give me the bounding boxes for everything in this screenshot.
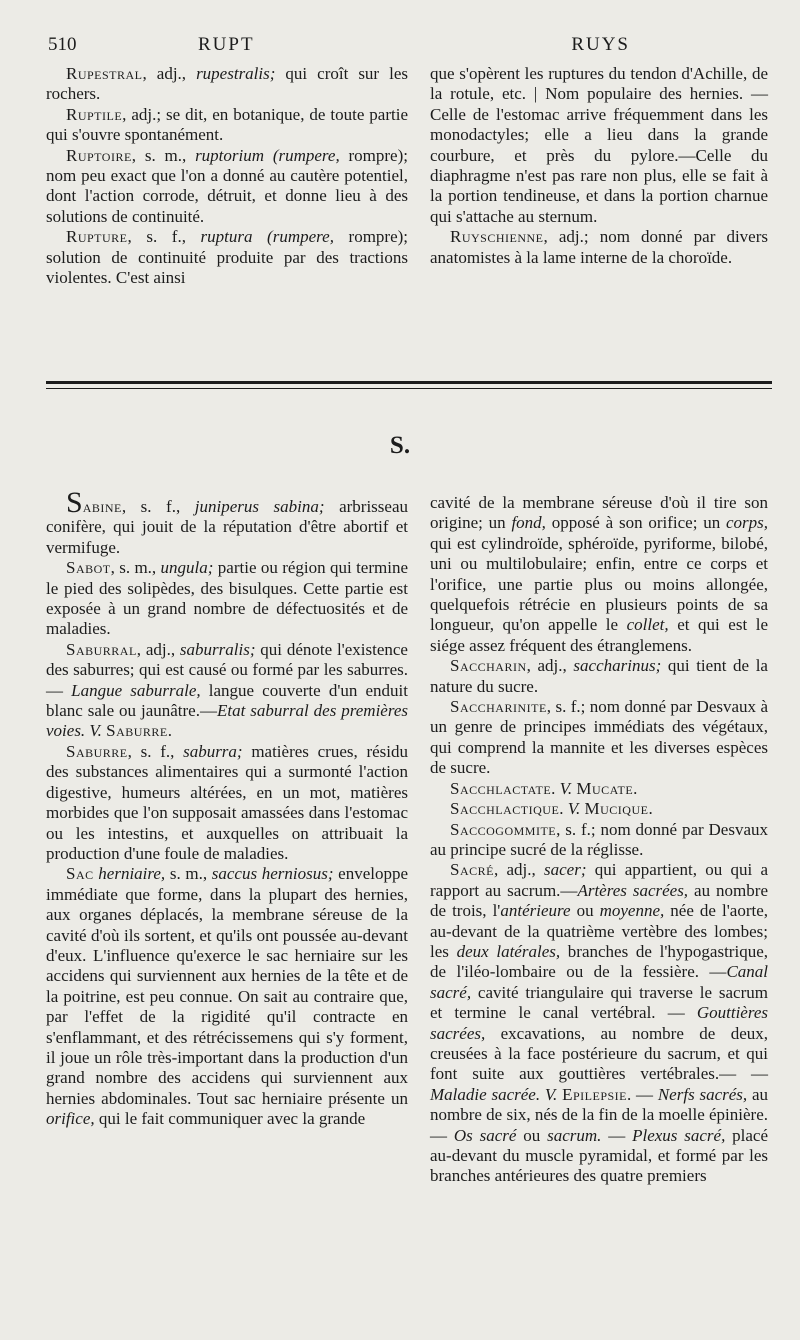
entry-text: qui croît sur les rochers. bbox=[46, 64, 408, 104]
italic-term: deux latérales, bbox=[456, 941, 561, 961]
italic-term: rupestralis; bbox=[196, 64, 276, 83]
entry-text: rompre); nom peu exact que l'on a donné au cautère potentiel, dont l'action corrode, détruit, et donne lieu à des solutions de continuité. bbox=[46, 145, 408, 226]
headword: Ruptile bbox=[66, 104, 123, 124]
section-divider-thin bbox=[46, 388, 772, 389]
entry-text: qui appartient, ou qui a rapport au sacrum.— bbox=[430, 860, 768, 900]
italic-term: corps, bbox=[725, 513, 768, 533]
entry-text: , adj.; nom donné par divers anatomistes à la lame interne de la choroïde. bbox=[430, 227, 768, 267]
italic-term: sacrum. bbox=[547, 1125, 602, 1145]
entry-text: , adj.; se dit, en botanique, de toute partie qui s'ouvre spontanément. bbox=[46, 104, 408, 145]
headword: abine bbox=[82, 497, 122, 516]
entry-text: , adj., bbox=[493, 860, 545, 880]
entry-continuation bbox=[430, 493, 768, 656]
entry-text: , s. m., bbox=[110, 558, 161, 578]
running-head bbox=[48, 34, 760, 60]
dictionary-entry bbox=[430, 799, 768, 819]
entry-text: . bbox=[167, 721, 173, 741]
italic-term: saccharinus; bbox=[573, 656, 662, 676]
entry-text: cavité de la membrane séreuse d'où il tire son origine; un bbox=[430, 493, 768, 533]
entry-text: , adj., bbox=[526, 656, 574, 676]
entry-text: , s. f., bbox=[127, 227, 201, 247]
headword: Mucate bbox=[576, 778, 634, 798]
headword: Saccharin bbox=[450, 656, 527, 676]
dictionary-entry bbox=[430, 227, 768, 268]
entry-text: qui le fait communiquer avec la grande bbox=[94, 1109, 366, 1129]
entry-text: matières crues, résidu des substances alimentaires qui a surmonté l'action digestive, humeurs altérées, en un mot, matières morbides que l'on supposait amassées dans l'estomac ou les intestins, et auxquelles on attribuait la production d'une foule de maladies. bbox=[46, 741, 408, 863]
headword: Sac bbox=[66, 864, 94, 884]
headword: Sacré bbox=[450, 860, 494, 880]
italic-term: Nerfs sacrés, bbox=[657, 1084, 748, 1104]
entry-text: ou bbox=[516, 1125, 548, 1145]
entry-text: . bbox=[551, 778, 560, 798]
entry-text: , s. f.; nom donné par Desvaux au principe sucré de la réglisse. bbox=[430, 819, 768, 859]
italic-term: herniaire, bbox=[98, 864, 166, 884]
dictionary-entry bbox=[430, 860, 768, 1187]
headword: Ruyschienne bbox=[450, 227, 544, 247]
italic-term: Gouttières sacrées, bbox=[430, 1003, 768, 1043]
entry-text: , s. m., bbox=[131, 145, 196, 165]
page-number: 510 bbox=[48, 34, 77, 55]
entry-text: excavations, au nombre de deux, creusées à la face postérieure du sacrum, et qui font suite aux gouttières vertébrales.— — bbox=[430, 1023, 768, 1084]
dictionary-entry bbox=[46, 64, 408, 105]
dictionary-entry bbox=[46, 640, 408, 742]
entry-text: langue couverte d'un enduit blanc sale ou jaunâtre.— bbox=[46, 680, 409, 721]
italic-term: ungula; bbox=[160, 558, 214, 578]
entry-text: , s. f.; nom donné par Desvaux à un genre de principes immédiats des végétaux, qui comprend la mannite et les diverses espèces de sucre. bbox=[430, 697, 768, 778]
headword: Ruptoire bbox=[66, 145, 132, 165]
entry-text: branches de l'hypogastrique, de l'iléo-lombaire ou de la fessière. — bbox=[430, 941, 768, 982]
entry-text: qui tient de la nature du sucre. bbox=[430, 656, 768, 696]
italic-term: ruptura (rumpere, bbox=[200, 227, 334, 247]
headword: Sacchlactique bbox=[450, 799, 560, 819]
dictionary-entry bbox=[430, 656, 768, 697]
italic-term: Os sacré bbox=[453, 1125, 517, 1145]
entry-text: — bbox=[601, 1125, 633, 1145]
italic-term: sacer; bbox=[544, 860, 587, 880]
section-divider-thick bbox=[46, 381, 772, 384]
headword: Rupestral bbox=[66, 64, 143, 83]
italic-term: moyenne, bbox=[599, 901, 665, 921]
italic-term: orifice, bbox=[46, 1109, 95, 1129]
entry-text: . bbox=[559, 799, 568, 819]
italic-term: Maladie sacrée. V. bbox=[430, 1084, 558, 1104]
italic-term: Artères sacrées, bbox=[577, 880, 689, 900]
italic-term: antérieure bbox=[500, 901, 571, 921]
headword: Saburre bbox=[106, 721, 168, 741]
entry-text: au nombre de trois, l' bbox=[430, 880, 768, 921]
entry-text: , s. f., bbox=[127, 741, 184, 761]
entry-text: qui est cylindroïde, sphéroïde, pyriforme, bilobé, uni ou multilobulaire; enfin, entre ce corps et l'orifice, une partie plus ou moins allongée, quelquefois rétrécie en plusieurs points de sa longueur, qu'on appelle le bbox=[430, 533, 768, 635]
entry-text: , s. f., bbox=[121, 497, 195, 516]
headword: Mucique bbox=[584, 799, 649, 819]
top-left-column bbox=[46, 64, 408, 288]
entry-text: . — bbox=[627, 1084, 658, 1104]
dictionary-entry bbox=[46, 227, 408, 288]
entry-text: arbrisseau conifère, qui jouit de la réputation d'être abortif et vermifuge. bbox=[46, 497, 408, 557]
running-title-left: RUPT bbox=[198, 34, 255, 55]
dictionary-entry bbox=[46, 558, 408, 640]
entry-text: que s'opèrent les ruptures du tendon d'Achille, de la rotule, etc. | Nom populaire des hernies. — Celle de l'estomac arrive fréquemment dans les monodactyles; elle a lieu dans la grande courbure, et près du pylore.—Celle du diaphragme n'est pas rare non plus, elle se fait à la portion tendineuse, et dans la portion charnue qui s'attache au sternum. bbox=[430, 64, 768, 226]
italic-term: Canal sacré, bbox=[430, 962, 768, 1002]
headword: Saburral bbox=[66, 639, 137, 659]
headword: Epilepsie bbox=[562, 1084, 627, 1104]
headword: Saburre bbox=[66, 741, 128, 761]
entry-text: , adj., bbox=[136, 639, 180, 659]
italic-term: ruptorium (rumpere, bbox=[195, 145, 340, 165]
entry-text: s. m., bbox=[165, 864, 212, 884]
entry-text: et qui est le siége assez fréquent des étranglemens. bbox=[430, 615, 768, 655]
entry-text: ou bbox=[570, 901, 600, 921]
entry-text: . bbox=[633, 778, 638, 798]
italic-term: Etat saburral des premières voies. V. bbox=[46, 701, 408, 741]
italic-term: saburralis; bbox=[179, 639, 256, 659]
entry-text: née de l'aorte, au-devant de la quatrième vertèbre des lombes; les bbox=[430, 901, 769, 961]
dictionary-entry bbox=[46, 146, 408, 228]
italic-term: Plexus sacré, bbox=[632, 1125, 726, 1145]
entry-text: qui dénote l'existence des saburres; qui est causé ou formé par les saburres. — bbox=[46, 639, 408, 700]
italic-term: fond, bbox=[511, 513, 546, 533]
dictionary-entry bbox=[46, 742, 408, 864]
dictionary-entry bbox=[430, 697, 768, 779]
italic-term: saccus herniosus; bbox=[211, 864, 334, 884]
italic-term: juniperus sabina; bbox=[194, 497, 325, 516]
entry-text: partie ou région qui termine le pied des solipèdes, des bisulques. Cette partie est exposée à un grand nombre de défectuosités et de maladies. bbox=[46, 558, 408, 639]
italic-term: Langue saburrale, bbox=[71, 680, 201, 700]
italic-term: collet, bbox=[626, 615, 669, 635]
headword: Sabot bbox=[66, 558, 111, 578]
headword: Rupture bbox=[66, 227, 128, 247]
dictionary-entry bbox=[430, 779, 768, 799]
entry-text: placé au-devant du muscle pyramidal, et formé par les branches antérieures des quatre premiers bbox=[430, 1125, 769, 1186]
dictionary-entry bbox=[430, 820, 768, 861]
entry-text: opposé à son orifice; un bbox=[545, 513, 726, 533]
running-title-right: RUYS bbox=[571, 34, 630, 55]
top-right-column bbox=[430, 64, 768, 268]
italic-term: V. bbox=[567, 799, 581, 819]
drop-cap: S bbox=[66, 486, 83, 519]
entry-continuation bbox=[430, 64, 768, 227]
entry-text: au nombre de six, nés de la fin de la moelle épinière. — bbox=[430, 1084, 769, 1145]
dictionary-entry bbox=[46, 864, 408, 1129]
bottom-right-column bbox=[430, 493, 768, 1187]
entry-text: enveloppe immédiate que forme, dans la plupart des hernies, aux organes déplacés, la membrane séreuse de la cavité d'où ils sortent, et qu'ils ont poussée au-devant d'eux. L'influence qu'exerce le sac herniaire sur les accidens qui surviennent aux hernies de la tête et de la poitrine, est peu connue. On sait au contraire que, par l'effet de la rigidité qu'il contracte en s'enflammant, et des rétrécissemens qui s'y forment, il joue un rôle très-important dans la production d'un grand nombre des accidens qui surviennent aux hernies abdominales. Tout sac herniaire présente un bbox=[46, 864, 409, 1108]
dictionary-entry bbox=[46, 486, 408, 558]
dictionary-entry bbox=[46, 105, 408, 146]
headword: Saccharinite bbox=[450, 697, 547, 717]
entry-text: . bbox=[648, 799, 653, 819]
italic-term: V. bbox=[559, 778, 573, 798]
bottom-left-column bbox=[46, 486, 409, 1130]
headword: Saccogommite bbox=[450, 819, 557, 839]
section-letter-heading: S. bbox=[389, 432, 411, 459]
headword: Sacchlactate bbox=[450, 778, 552, 798]
italic-term: saburra; bbox=[183, 741, 243, 761]
entry-text: , adj., bbox=[142, 64, 197, 83]
entry-text: rompre); solution de continuité produite par des tractions violentes. C'est ainsi bbox=[46, 227, 409, 288]
entry-text: cavité triangulaire qui traverse le sacrum et termine le canal vertébral. — bbox=[430, 982, 768, 1023]
